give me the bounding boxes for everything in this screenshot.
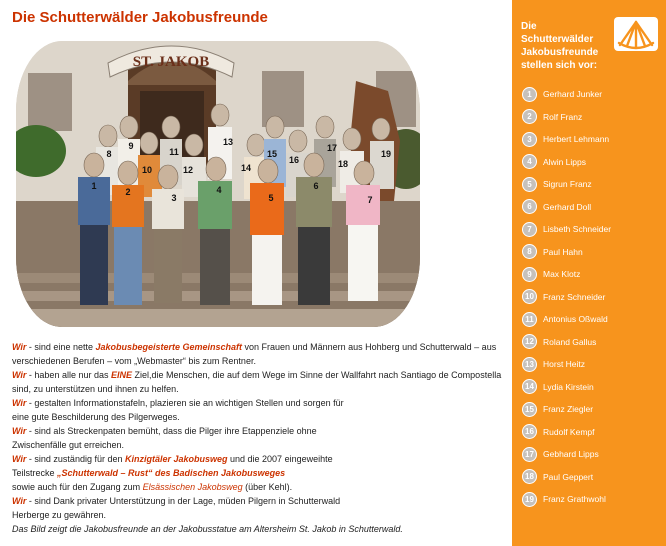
wir-label: Wir xyxy=(12,426,27,436)
member-number-badge: 3 xyxy=(522,132,537,147)
wir-label: Wir xyxy=(12,370,27,380)
photo-label-6: 6 xyxy=(313,181,319,191)
photo-label-17: 17 xyxy=(326,143,338,153)
text-paragraph-5 xyxy=(12,452,502,494)
member-number-badge: 8 xyxy=(522,244,537,259)
text-segment: Herberge zu gewähren. xyxy=(12,510,107,520)
photo-label-10: 10 xyxy=(141,165,153,175)
member-name-link[interactable]: Franz Schneider xyxy=(543,291,606,302)
text-segment: - sind zuständig für den xyxy=(26,454,125,464)
member-item-16[interactable] xyxy=(522,421,611,444)
member-name-link[interactable]: Franz Ziegler xyxy=(543,404,594,415)
member-number-badge: 9 xyxy=(522,267,537,282)
wir-label: Wir xyxy=(12,398,27,408)
member-name-link[interactable]: Roland Gallus xyxy=(543,336,597,347)
wir-label: Wir xyxy=(12,342,27,352)
text-segment: Teilstrecke xyxy=(12,468,58,478)
photo-label-19: 19 xyxy=(380,149,392,159)
member-name-link[interactable]: Rudolf Kempf xyxy=(543,426,595,437)
highlight-elsaessisch: Elsässischen Jakobsweg xyxy=(142,482,243,492)
photo-label-15: 15 xyxy=(266,149,278,159)
intro-text xyxy=(12,340,502,536)
text-segment: eine gute Beschilderung des Pilgerweges. xyxy=(12,412,180,422)
photo-label-13: 13 xyxy=(222,137,234,147)
text-paragraph-1 xyxy=(12,340,502,368)
member-number-badge: 4 xyxy=(522,154,537,169)
member-number-badge: 18 xyxy=(522,469,537,484)
photo-label-1: 1 xyxy=(91,181,97,191)
member-item-7[interactable] xyxy=(522,218,611,241)
text-segment: Ziel,die Menschen, die auf dem Wege im Sinne der Wallfahrt nach Santiago de Compostella sind, zu unterstützen und ihnen zu helfen. xyxy=(12,370,502,394)
member-list xyxy=(522,83,611,511)
member-number-badge: 13 xyxy=(522,357,537,372)
sidebar-heading xyxy=(521,20,616,72)
member-item-15[interactable] xyxy=(522,398,611,421)
member-item-17[interactable] xyxy=(522,443,611,466)
photo-label-9: 9 xyxy=(128,141,134,151)
group-photo xyxy=(16,41,420,327)
photo-label-11: 11 xyxy=(169,147,179,157)
wir-label: Wir xyxy=(12,454,27,464)
member-name-link[interactable]: Paul Geppert xyxy=(543,471,594,482)
member-number-badge: 16 xyxy=(522,424,537,439)
member-number-badge: 15 xyxy=(522,402,537,417)
photo-label-4: 4 xyxy=(216,185,222,195)
photo-label-12: 12 xyxy=(182,165,194,175)
member-item-9[interactable] xyxy=(522,263,611,286)
sidebar-heading-line: Schutterwälder xyxy=(521,34,594,45)
member-item-4[interactable] xyxy=(522,151,611,174)
sidebar-heading-line: stellen sich vor: xyxy=(521,60,598,71)
highlight-kinzigtaeler: Kinzigtäler Jakobusweg xyxy=(124,454,228,464)
photo-label-3: 3 xyxy=(171,193,177,203)
member-name-link[interactable]: Gerhard Junker xyxy=(543,89,603,100)
highlight-schutterwald-rust: „Schutterwald – Rust“ des Badischen Jakobusweges xyxy=(57,468,286,478)
member-item-8[interactable] xyxy=(522,241,611,264)
scallop-shell-logo-icon xyxy=(614,17,658,51)
member-item-11[interactable] xyxy=(522,308,611,331)
member-number-badge: 5 xyxy=(522,177,537,192)
text-paragraph-3 xyxy=(12,396,502,424)
text-segment: - haben alle nur das xyxy=(26,370,111,380)
photo-label-5: 5 xyxy=(268,193,274,203)
group-photo-illustration xyxy=(16,41,420,327)
member-item-19[interactable] xyxy=(522,488,611,511)
text-paragraph-4 xyxy=(12,424,502,452)
member-name-link[interactable]: Paul Hahn xyxy=(543,246,583,257)
photo-label-18: 18 xyxy=(337,159,349,169)
sidebar-heading-line: Die xyxy=(521,21,537,32)
text-segment: - gestalten Informationstafeln, plazieren sie an wichtigen Stellen und sorgen für xyxy=(26,398,344,408)
highlight-eine: EINE xyxy=(110,370,132,380)
text-segment: Zwischenfälle gut erreichen. xyxy=(12,440,125,450)
member-item-5[interactable] xyxy=(522,173,611,196)
member-number-badge: 19 xyxy=(522,492,537,507)
member-name-link[interactable]: Gerhard Doll xyxy=(543,201,592,212)
member-name-link[interactable]: Rolf Franz xyxy=(543,111,583,122)
text-segment: - sind Dank privater Unterstützung in der Lage, müden Pilgern in Schutterwald xyxy=(26,496,341,506)
highlight-gemeinschaft: Jakobusbegeisterte Gemeinschaft xyxy=(95,342,243,352)
photo-caption: Das Bild zeigt die Jakobusfreunde an der Jakobusstatue am Altersheim St. Jakob in Schutterwald. xyxy=(12,524,403,534)
sidebar xyxy=(512,0,666,546)
member-name-link[interactable]: Antonius Oßwald xyxy=(543,314,608,325)
member-item-10[interactable] xyxy=(522,286,611,309)
member-name-link[interactable]: Lydia Kirstein xyxy=(543,381,594,392)
member-name-link[interactable]: Gebhard Lipps xyxy=(543,449,599,460)
member-name-link[interactable]: Max Klotz xyxy=(543,269,581,280)
member-name-link[interactable]: Alwin Lipps xyxy=(543,156,586,167)
page-title: Die Schutterwälder Jakobusfreunde xyxy=(12,9,268,26)
member-number-badge: 2 xyxy=(522,109,537,124)
member-name-link[interactable]: Horst Heitz xyxy=(543,359,586,370)
member-item-6[interactable] xyxy=(522,196,611,219)
member-name-link[interactable]: Sigrun Franz xyxy=(543,179,592,190)
member-item-12[interactable] xyxy=(522,331,611,354)
member-number-badge: 10 xyxy=(522,289,537,304)
photo-label-2: 2 xyxy=(125,187,131,197)
member-name-link[interactable]: Franz Grathwohl xyxy=(543,494,606,505)
member-number-badge: 14 xyxy=(522,379,537,394)
member-name-link[interactable]: Lisbeth Schneider xyxy=(543,224,612,235)
text-paragraph-6 xyxy=(12,494,502,522)
member-number-badge: 12 xyxy=(522,334,537,349)
text-segment: und die 2007 eingeweihte xyxy=(227,454,333,464)
wir-label: Wir xyxy=(12,496,27,506)
member-item-14[interactable] xyxy=(522,376,611,399)
member-item-2[interactable] xyxy=(522,106,611,129)
text-segment: - sind als Streckenpaten bemüht, dass die Pilger ihre Etappenziele ohne xyxy=(26,426,317,436)
member-item-13[interactable] xyxy=(522,353,611,376)
text-paragraph-2 xyxy=(12,368,502,396)
member-item-18[interactable] xyxy=(522,466,611,489)
text-segment: von Frauen und Männern aus Hohberg und Schutterwald – aus verschiedenen Berufen – vom „Webmaster“ bis zum Rentner. xyxy=(12,342,497,366)
member-number-badge: 1 xyxy=(522,87,537,102)
photo-label-16: 16 xyxy=(288,155,300,165)
text-segment: (über Kehl). xyxy=(242,482,293,492)
member-number-badge: 6 xyxy=(522,199,537,214)
photo-label-14: 14 xyxy=(240,163,252,173)
member-number-badge: 7 xyxy=(522,222,537,237)
text-segment: - sind eine nette xyxy=(26,342,96,352)
member-item-1[interactable] xyxy=(522,83,611,106)
photo-label-7: 7 xyxy=(367,195,373,205)
photo-label-8: 8 xyxy=(106,149,112,159)
sidebar-heading-line: Jakobusfreunde xyxy=(521,47,599,58)
photo-sign-text: ST. JAKOB xyxy=(132,54,210,70)
member-name-link[interactable]: Herbert Lehmann xyxy=(543,134,610,145)
member-number-badge: 11 xyxy=(522,312,537,327)
member-item-3[interactable] xyxy=(522,128,611,151)
member-number-badge: 17 xyxy=(522,447,537,462)
text-segment: sowie auch für den Zugang zum xyxy=(12,482,143,492)
